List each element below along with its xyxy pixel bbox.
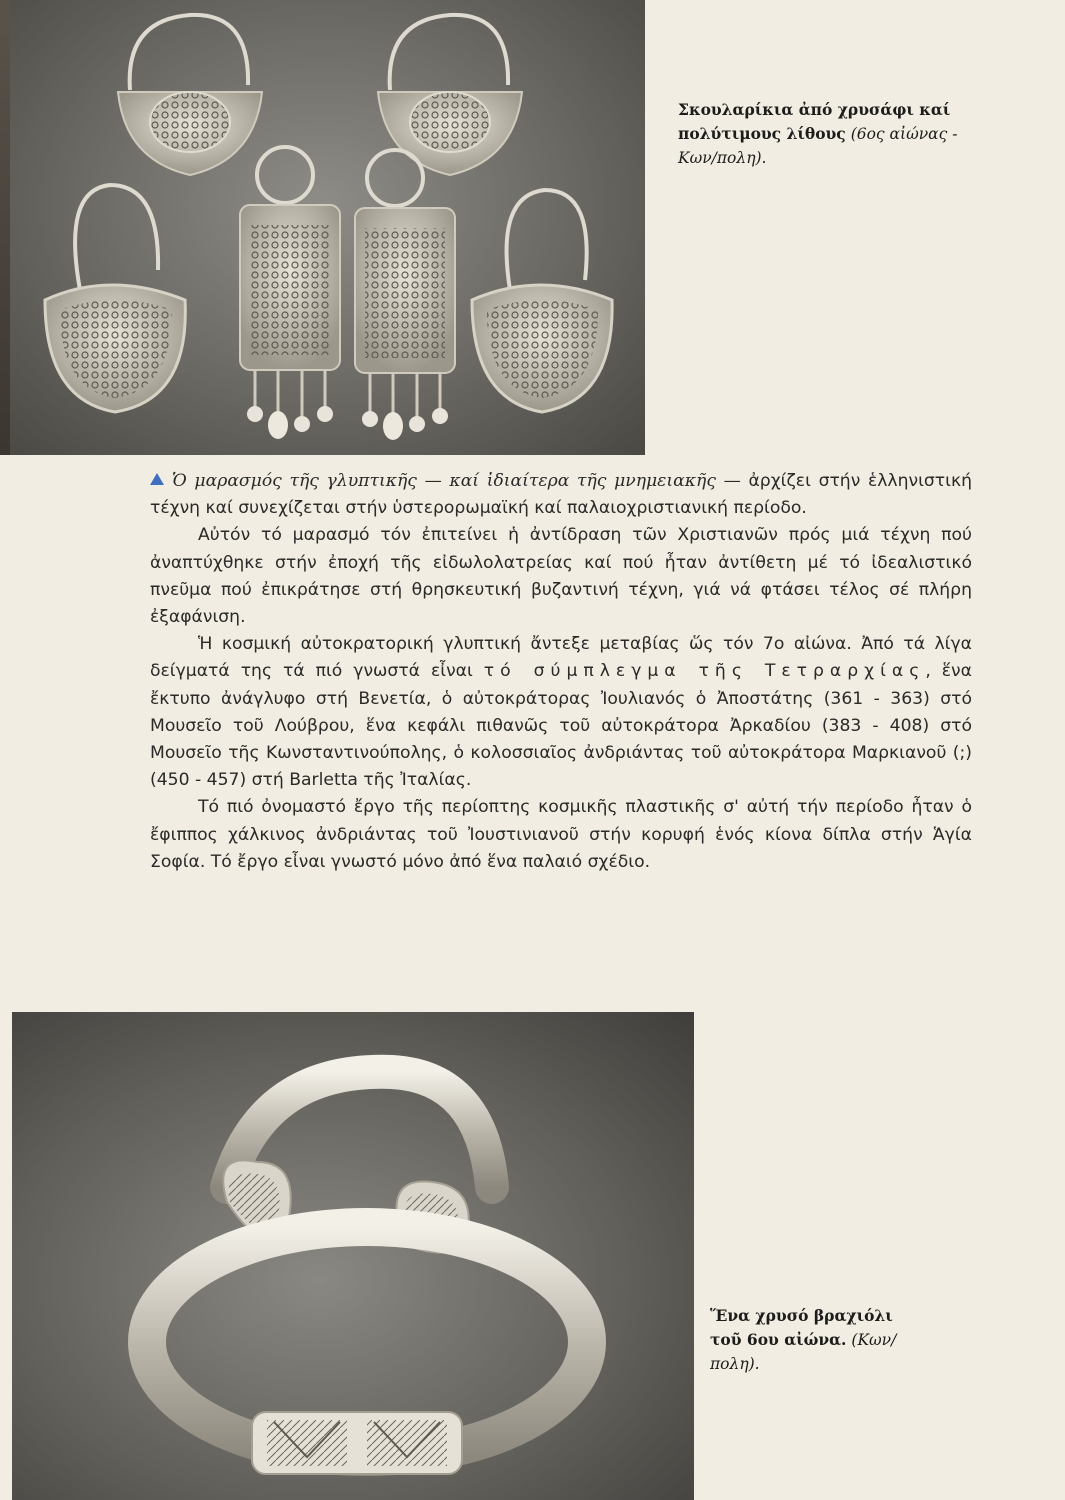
earring-drop-left (240, 147, 340, 439)
paragraph-3-text-a: Ἡ κοσμική αὐτοκρατορική γλυπτική ἄντεξε μεταβίας ὥς τόν 7ο αἰώνα. Ἀπό τά λίγα δείγματά της τά πιό γνωστά εἶναι (150, 634, 972, 682)
article-body (150, 468, 972, 876)
earrings-photo (0, 0, 645, 455)
paragraph-3-text-b: , ἕνα ἔκτυπο ἀνάγλυφο στή Βενετία, ὁ αὐτοκράτορας Ἰουλιανός ὁ Ἀποστάτης (361 - 363) στό Μουσεῖο τοῦ Λούβρου, ἕνα κεφάλι πιθανῶς τοῦ αὐτοκράτορα Ἀρκαδίου (383 - 408) στό Μουσεῖο τῆς Κωνσταντινούπολης, ὁ κολοσσιαῖος ἀνδριάντας τοῦ αὐτοκράτορα Μαρκιανοῦ (;) (450 - 457) στή Barletta τῆς Ἰταλίας. (150, 661, 972, 791)
triangle-marker-icon (150, 473, 164, 485)
paragraph-3 (150, 631, 972, 794)
paragraph-1-text: ἀρχίζει στήν ἑλληνιστική τέχνη καί συνεχίζεται στήν ὑστερορωμαϊκή καί παλαιοχριστιανική περίοδο. (150, 471, 972, 519)
bracelet-caption-title: Ἕνα χρυσό βραχιόλι τοῦ 6ου αἰώνα. (710, 1306, 893, 1349)
paragraph-2: Αὐτόν τό μαρασμό τόν ἐπιτείνει ἡ ἀντίδραση τῶν Χριστιανῶν πρός μιά τέχνη πού ἀναπτύχθηκε στήν ἐποχή τῆς εἰδωλολατρείας καί πού ἦταν ἀντίθετη μέ τό ἰδεαλιστικό πνεῦμα πού ἐπικράτησε στή θρησκευτική βυζαντινή τέχνη, γιά νά φτάσει τέλος σέ πλήρη ἐξαφάνιση. (150, 525, 972, 628)
bracelet-photo (12, 1012, 694, 1500)
earring-left-crescent (45, 185, 185, 412)
bracelet-caption-note: (Κων/πολη). (710, 1331, 897, 1373)
earring-right-crescent (472, 190, 612, 412)
earring-drop-right (355, 150, 455, 440)
earrings-illustration (0, 0, 645, 455)
paragraph-4: Τό πιό ὀνομαστό ἔργο τῆς περίοπτης κοσμικῆς πλαστικῆς σ' αὐτή τήν περίοδο ἦταν ὁ ἔφιππος χάλκινος ἀνδριάντας τοῦ Ἰουστινιανοῦ στήν κορυφή ἑνός κίονα δίπλα στήν Ἁγία Σοφία. Τό ἔργο εἶναι γνωστό μόνο ἀπό ἕνα παλαιό σχέδιο. (150, 797, 972, 872)
bracelet-illustration (12, 1012, 694, 1500)
paragraph-1 (150, 468, 972, 522)
paragraph-1-italic: Ὁ μαρασμός τῆς γλυπτικῆς — καί ἰδιαίτερα τῆς μνημειακῆς — (172, 471, 741, 491)
bracelet-caption (710, 1304, 910, 1376)
earring-top-left (118, 15, 262, 175)
earrings-caption-note: (6ος αἰώνας - Κων/πολη). (678, 125, 958, 167)
paragraph-3-spaced: τό σύμπλεγμα τῆς Τετραρχίας (483, 661, 926, 682)
earrings-caption-title: Σκουλαρίκια ἀπό χρυσάφι καί πολύτιμους λίθους (678, 100, 951, 143)
earrings-caption (678, 98, 968, 170)
